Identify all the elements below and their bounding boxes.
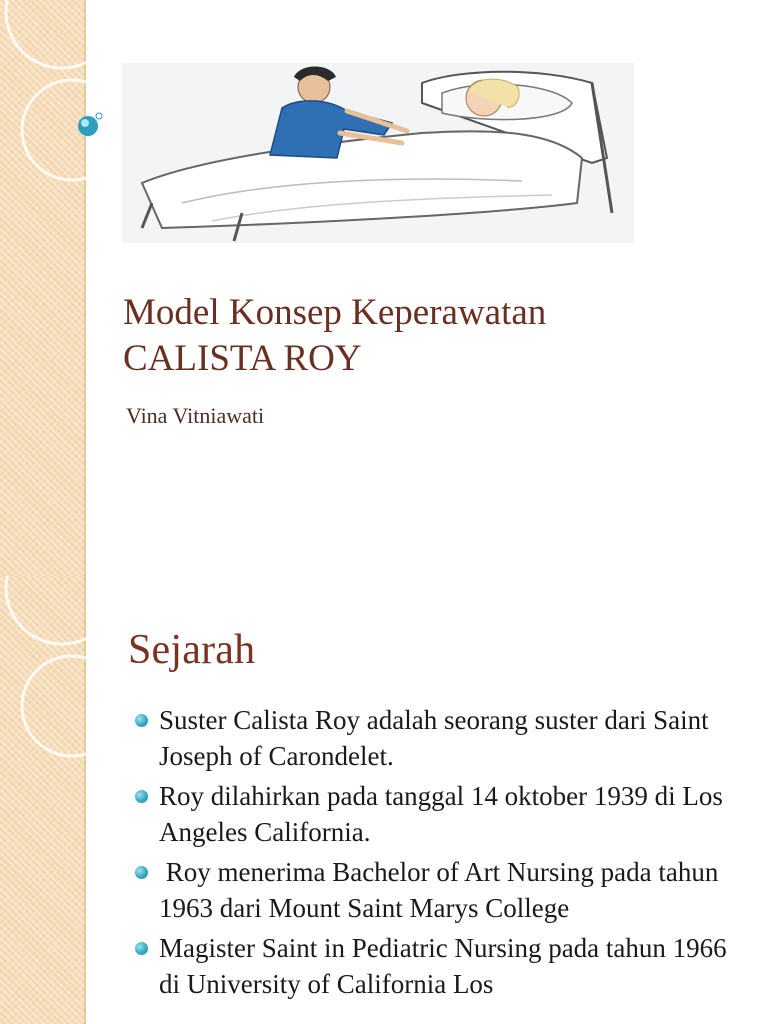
bullet-text: Roy menerima Bachelor of Art Nursing pada tahun 1963 dari Mount Saint Marys College <box>159 857 726 923</box>
sidebar-ring-ornament <box>0 0 140 260</box>
nurse-patient-image <box>122 63 634 243</box>
section-heading: Sejarah <box>128 627 256 673</box>
list-item <box>132 702 752 774</box>
bullet-text: Suster Calista Roy adalah seorang suster dari Saint Joseph of Carondelet. <box>159 705 709 771</box>
bullet-list <box>132 702 752 1006</box>
bullet-dot-icon <box>135 942 148 955</box>
sidebar-ring-ornament <box>0 576 140 836</box>
nurse-patient-illustration <box>122 63 634 243</box>
content-slide <box>0 576 768 1024</box>
presentation-title <box>123 290 723 382</box>
title-line-1: Model Konsep Keperawatan <box>123 292 547 333</box>
bullet-text: Magister Saint in Pediatric Nursing pada tahun 1966 di University of California Los <box>159 933 727 999</box>
bullet-dot-icon <box>135 714 148 727</box>
bullet-dot-icon <box>135 790 148 803</box>
title-line-2: CALISTA ROY <box>123 338 362 379</box>
bullet-text: Roy dilahirkan pada tanggal 14 oktober 1939 di Los Angeles California. <box>159 781 723 847</box>
bullet-dot-icon <box>135 866 148 879</box>
author-name: Vina Vitniawati <box>126 403 265 428</box>
list-item <box>132 778 752 850</box>
list-item <box>132 930 752 1002</box>
list-item <box>132 854 752 926</box>
